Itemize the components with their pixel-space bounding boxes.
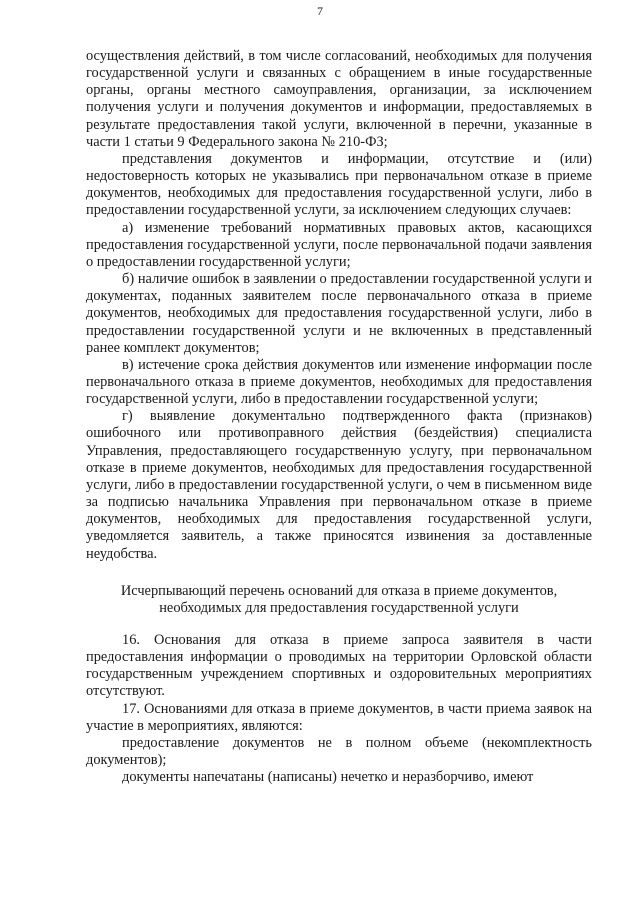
paragraph-continuation: осуществления действий, в том числе согласований, необходимых для получения государственной услуги и связанных с обращением в иные государственные органы, органы местного самоуправления, организации, за исключением получения услуги и получения документов и информации, предоставляемых в результате предоставления такой услуги, включенной в перечни, указанные в части 1 статьи 9 Федерального закона № 210-ФЗ; [86, 48, 592, 150]
document-body [86, 48, 592, 786]
paragraph-documents-info: представления документов и информации, отсутствие и (или) недостоверность которых не указывались при первоначальном отказе в приеме документов, необходимых для предоставления государственной услуги, либо в предоставлении государственной услуги, за исключением следующих случаев: [86, 150, 592, 219]
section-heading: Исчерпывающий перечень оснований для отказа в приеме документов, необходимых для предоставления государственной услуги [120, 582, 558, 616]
paragraph-incomplete-documents: предоставление документов не в полном объеме (некомплектность документов); [86, 734, 592, 769]
list-item-b: б) наличие ошибок в заявлении о предоставлении государственной услуги и документах, поданных заявителем после первоначального отказа в приеме документов, необходимых для предоставления государственной услуги, либо в предоставлении государственной услуги и не включенных в представленный ранее комплект документов; [86, 271, 592, 356]
list-item-a: а) изменение требований нормативных правовых актов, касающихся предоставления государственной услуги, после первоначальной подачи заявления о предоставлении государственной услуги; [86, 219, 592, 270]
paragraph-illegible-documents: документы напечатаны (написаны) нечетко и неразборчиво, имеют [122, 769, 534, 786]
list-item-v: в) истечение срока действия документов или изменение информации после первоначального отказа в приеме документов, необходимых для предоставления государственной услуги, либо в предоставлении государственной услуги; [86, 356, 592, 408]
paragraph-17: 17. Основаниями для отказа в приеме документов, в части приема заявок на участие в мероприятиях, являются: [86, 700, 592, 734]
page-number: 7 [317, 4, 323, 18]
paragraph-16: 16. Основания для отказа в приеме запроса заявителя в части предоставления информации о проводимых на территории Орловской области государственным учреждением спортивных и оздоровительных мероприятиях отсутствуют. [86, 632, 592, 700]
list-item-g: г) выявление документально подтвержденного факта (признаков) ошибочного или противоправного действия (бездействия) специалиста Управления, предоставляющего государственную услугу, при первоначальном отказе в приеме документов, необходимых для предоставления государственной услуги, либо в предоставлении государственной услуги, о чем в письменном виде за подписью начальника Управления при первоначальном отказе в приеме документов, необходимых для предоставления государственной услуги, уведомляется заявитель, а также приносятся извинения за доставленные неудобства. [86, 408, 592, 562]
